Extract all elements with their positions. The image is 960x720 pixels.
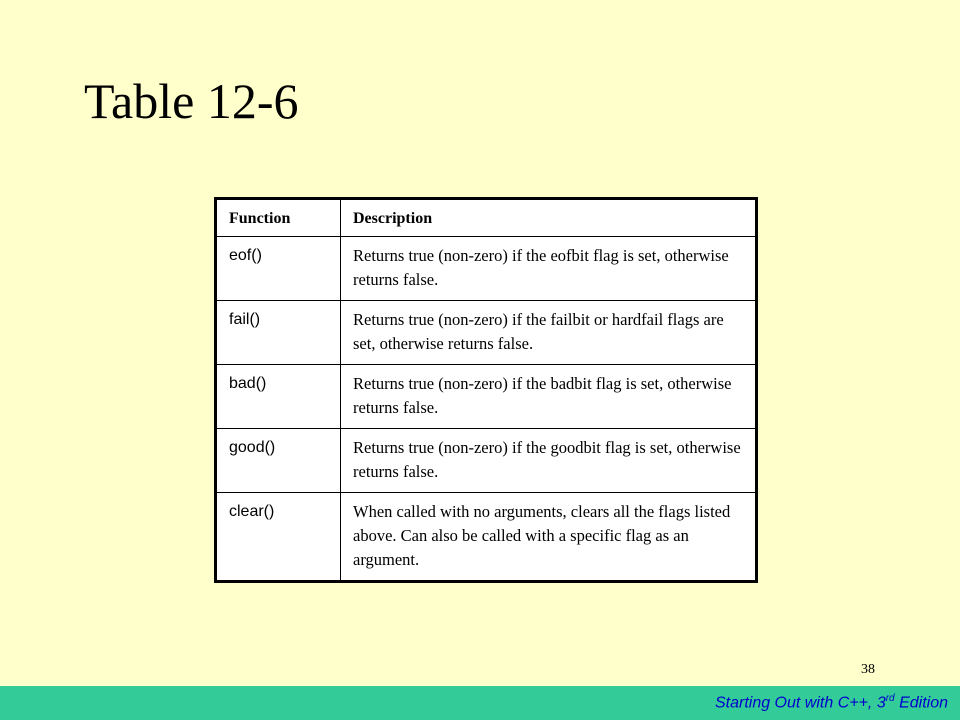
table-row	[216, 365, 757, 429]
slide-title: Table 12-6	[84, 73, 299, 129]
header-function: Function	[216, 199, 341, 237]
footer-superscript: rd	[885, 693, 895, 704]
function-name: fail()	[216, 301, 341, 365]
function-description: Returns true (non-zero) if the failbit or hardfail flags are set, otherwise returns false.	[341, 301, 757, 365]
book-title-footer	[715, 693, 948, 712]
function-description: Returns true (non-zero) if the eofbit flag is set, otherwise returns false.	[341, 237, 757, 301]
function-description: Returns true (non-zero) if the badbit flag is set, otherwise returns false.	[341, 365, 757, 429]
table-row	[216, 429, 757, 493]
table-row	[216, 237, 757, 301]
page-number: 38	[861, 662, 875, 677]
function-name: clear()	[216, 493, 341, 582]
footer-text-main: Starting Out with C++, 3	[714, 694, 886, 712]
table-row	[216, 301, 757, 365]
function-description: When called with no arguments, clears all the flags listed above. Can also be called with a specific flag as an argument.	[341, 493, 757, 582]
function-table	[214, 197, 758, 583]
function-name: good()	[216, 429, 341, 493]
header-description: Description	[341, 199, 757, 237]
table-row	[216, 493, 757, 582]
function-name: bad()	[216, 365, 341, 429]
footer-text-end: Edition	[894, 694, 948, 712]
footer-bar	[0, 686, 960, 720]
table-header-row	[216, 199, 757, 237]
function-description: Returns true (non-zero) if the goodbit flag is set, otherwise returns false.	[341, 429, 757, 493]
function-name: eof()	[216, 237, 341, 301]
